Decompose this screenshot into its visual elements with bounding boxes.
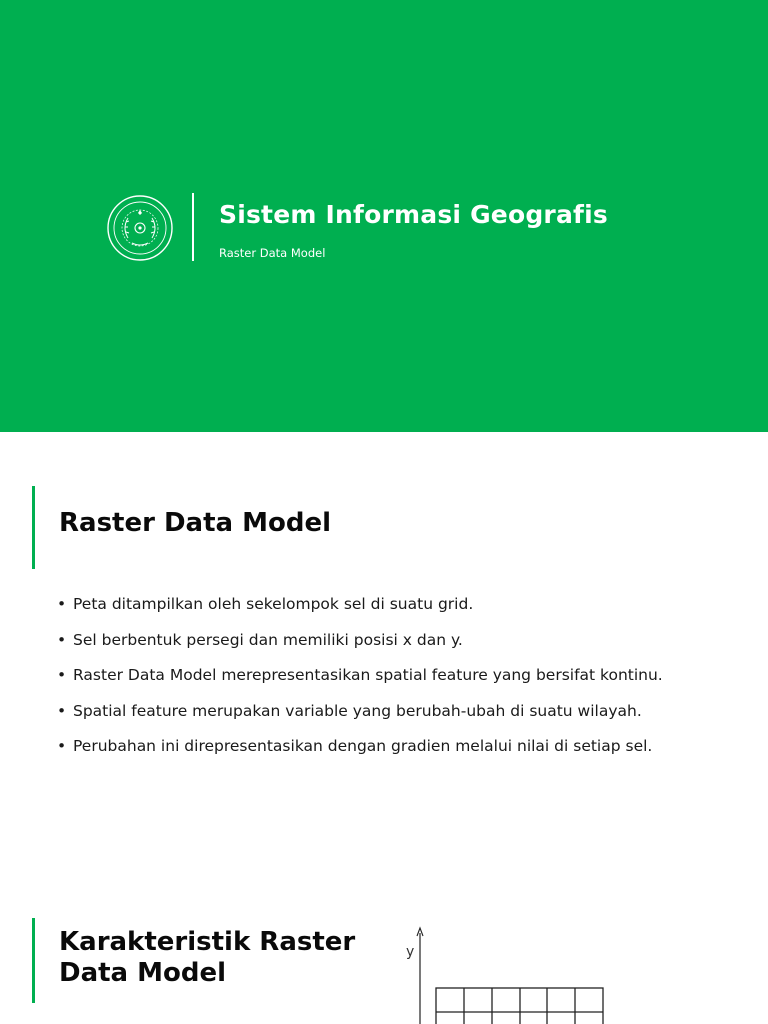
y-axis-label: y — [406, 944, 415, 960]
list-item: • Raster Data Model merepresentasikan spatial feature yang bersifat kontinu. — [57, 666, 663, 684]
list-item: • Sel berbentuk persegi dan memiliki posisi x dan y. — [57, 630, 463, 649]
slide-heading: Raster Data Model — [59, 508, 332, 538]
raster-grid-diagram — [400, 925, 620, 1024]
list-item: • Spatial feature merupakan variable yang berubah-ubah di suatu wilayah. — [57, 701, 642, 720]
list-item: • Peta ditampilkan oleh sekelompok sel di suatu grid. — [57, 595, 474, 613]
presentation-title: Sistem Informasi Geografis — [219, 200, 608, 229]
raster-cells — [436, 988, 603, 1024]
bullet-list — [57, 591, 663, 769]
title-slide — [0, 0, 768, 432]
title-divider — [192, 193, 194, 261]
university-seal-icon — [106, 194, 174, 262]
heading-accent-bar — [32, 918, 35, 1003]
slide-heading: Karakteristik Raster Data Model — [59, 927, 356, 988]
list-item: • Perubahan ini direpresentasikan dengan gradien melalui nilai di setiap sel. — [57, 737, 653, 755]
presentation-subtitle: Raster Data Model — [219, 246, 326, 260]
heading-accent-bar — [32, 486, 35, 569]
